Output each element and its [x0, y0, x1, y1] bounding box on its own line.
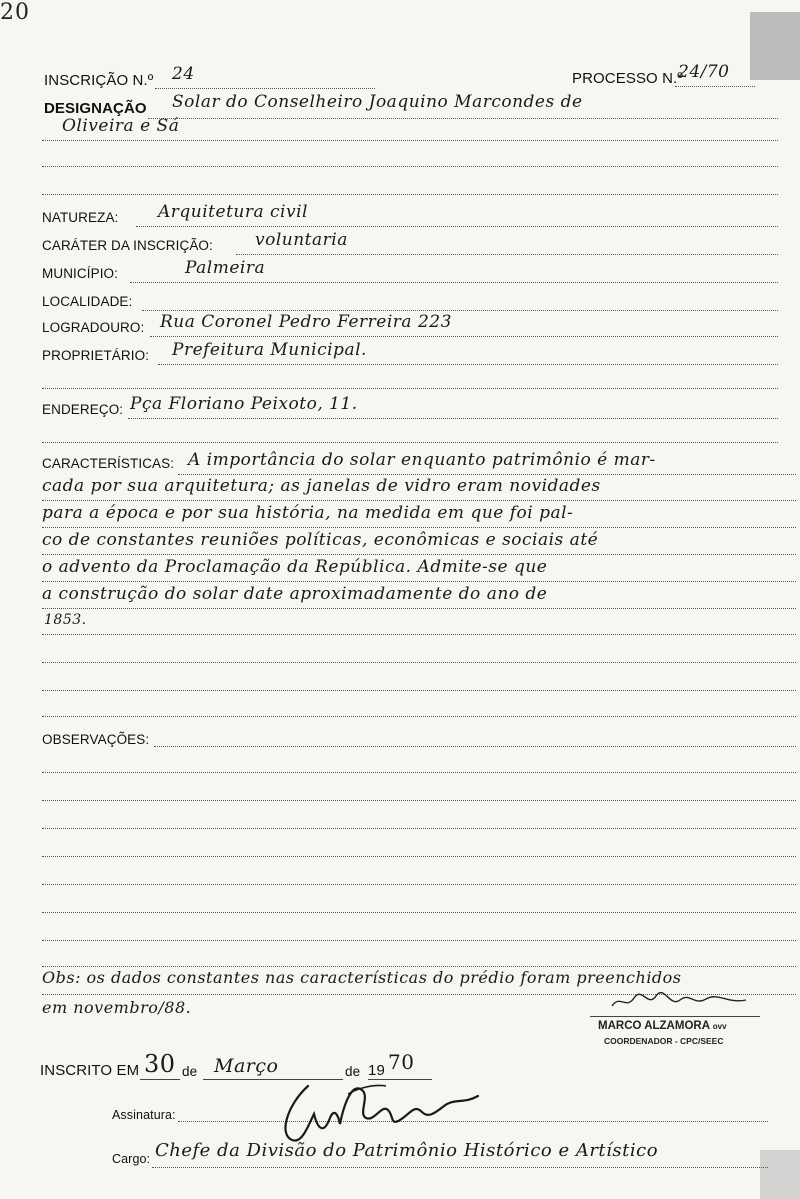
caracteristicas-text-0: A importância do solar enquanto patrimônio é mar-	[188, 450, 656, 470]
cargo-line	[152, 1167, 768, 1168]
observacoes-line-5	[42, 884, 796, 885]
stamp-name: MARCO ALZAMORA ovv	[598, 1020, 727, 1032]
observacoes-line-3	[42, 828, 796, 829]
caracteristicas-blank-3	[42, 716, 796, 717]
processo-label: PROCESSO N.º	[572, 70, 683, 87]
designacao-label: DESIGNAÇÃO	[44, 100, 147, 117]
caracteristicas-line-2	[42, 527, 796, 528]
caracteristicas-line-6	[42, 634, 796, 635]
localidade-label: LOCALIDADE:	[42, 294, 133, 309]
stamp-signature	[610, 990, 760, 1012]
observacoes-line-1	[42, 772, 796, 773]
caracteristicas-line-1	[42, 500, 796, 501]
natureza-value: Arquitetura civil	[158, 202, 308, 222]
proprietario-extra-line	[42, 388, 778, 389]
endereco-value: Pça Floriano Peixoto, 11.	[130, 394, 358, 414]
processo-value: 24/70	[678, 62, 730, 82]
caracteristicas-text-2: para a época e por sua história, na medida em que foi pal-	[42, 503, 574, 523]
observacoes-line-8	[42, 966, 796, 967]
municipio-label: MUNICÍPIO:	[42, 266, 119, 281]
caracteristicas-text-1: cada por sua arquitetura; as janelas de vidro eram novidades	[42, 476, 601, 496]
stamp-role: COORDENADOR - CPC/SEEC	[604, 1036, 724, 1046]
proprietario-line	[158, 364, 778, 365]
municipio-value: Palmeira	[185, 258, 266, 278]
de-label-2: de	[345, 1064, 361, 1079]
endereco-extra-line	[42, 442, 778, 443]
localidade-line	[142, 310, 778, 311]
logradouro-value: Rua Coronel Pedro Ferreira 223	[160, 312, 452, 332]
caracteristicas-blank-1	[42, 662, 796, 663]
inscrito-label: INSCRITO EM	[40, 1062, 140, 1079]
edge-shade	[760, 1150, 800, 1199]
designacao-value-1: Solar do Conselheiro Joaquino Marcondes de	[172, 92, 583, 112]
logradouro-line	[150, 336, 778, 337]
designacao-line-2	[42, 140, 778, 141]
caracteristicas-text-3: co de constantes reuniões políticas, econômicas e sociais até	[42, 530, 599, 550]
carater-value: voluntaria	[255, 230, 348, 250]
observacoes-line-6	[42, 912, 796, 913]
inscricao-label: INSCRIÇÃO N.º	[44, 72, 154, 89]
inscricao-line	[155, 88, 375, 89]
year-prefix: 19	[368, 1062, 385, 1079]
observacoes-line-7	[42, 940, 796, 941]
proprietario-value: Prefeitura Municipal.	[172, 340, 367, 360]
observacoes-note-2: em novembro/88.	[42, 998, 192, 1017]
carater-line	[236, 254, 778, 255]
caracteristicas-line-4	[42, 581, 796, 582]
designacao-line-3	[42, 166, 778, 167]
day-line	[140, 1079, 180, 1080]
de-label-1: de	[182, 1064, 198, 1079]
caracteristicas-line-5	[42, 608, 796, 609]
inscrito-month: Março	[214, 1055, 279, 1077]
year-suffix: 70	[388, 1050, 415, 1074]
observacoes-line-0	[154, 746, 796, 747]
natureza-label: NATUREZA:	[42, 210, 119, 225]
carater-label: CARÁTER DA INSCRIÇÃO:	[42, 238, 213, 253]
inscrito-day: 30	[144, 1050, 176, 1078]
municipio-line	[130, 282, 778, 283]
observacoes-label: OBSERVAÇÕES:	[42, 732, 150, 747]
observacoes-line-4	[42, 856, 796, 857]
designacao-line-1	[148, 118, 778, 119]
proprietario-label: PROPRIETÁRIO:	[42, 348, 150, 363]
caracteristicas-text-5: a construção do solar date aproximadamente do ano de	[42, 584, 548, 604]
assinatura-label: Assinatura:	[112, 1108, 176, 1122]
processo-line	[675, 86, 755, 87]
stamp-rule	[590, 1016, 760, 1017]
inscricao-value: 24	[172, 64, 195, 84]
caracteristicas-blank-2	[42, 690, 796, 691]
caracteristicas-text-4: o advento da Proclamação da República. Admite-se que	[42, 557, 548, 577]
page-number: 20	[0, 0, 30, 25]
caracteristicas-text-6: 1853.	[44, 612, 87, 628]
endereco-label: ENDEREÇO:	[42, 402, 124, 417]
observacoes-line-2	[42, 800, 796, 801]
observacoes-note-1: Obs: os dados constantes nas características do prédio foram preenchidos	[42, 968, 682, 987]
corner-shade	[750, 12, 800, 80]
cargo-value: Chefe da Divisão do Patrimônio Histórico e Artístico	[155, 1140, 659, 1161]
caracteristicas-label: CARACTERÍSTICAS:	[42, 456, 175, 471]
caracteristicas-line-3	[42, 554, 796, 555]
cargo-label: Cargo:	[112, 1152, 151, 1166]
logradouro-label: LOGRADOURO:	[42, 320, 145, 335]
caracteristicas-line-0	[178, 474, 796, 475]
natureza-line	[136, 226, 778, 227]
designacao-value-2: Oliveira e Sá	[62, 116, 180, 136]
designacao-line-4	[42, 194, 778, 195]
endereco-line	[128, 418, 778, 419]
